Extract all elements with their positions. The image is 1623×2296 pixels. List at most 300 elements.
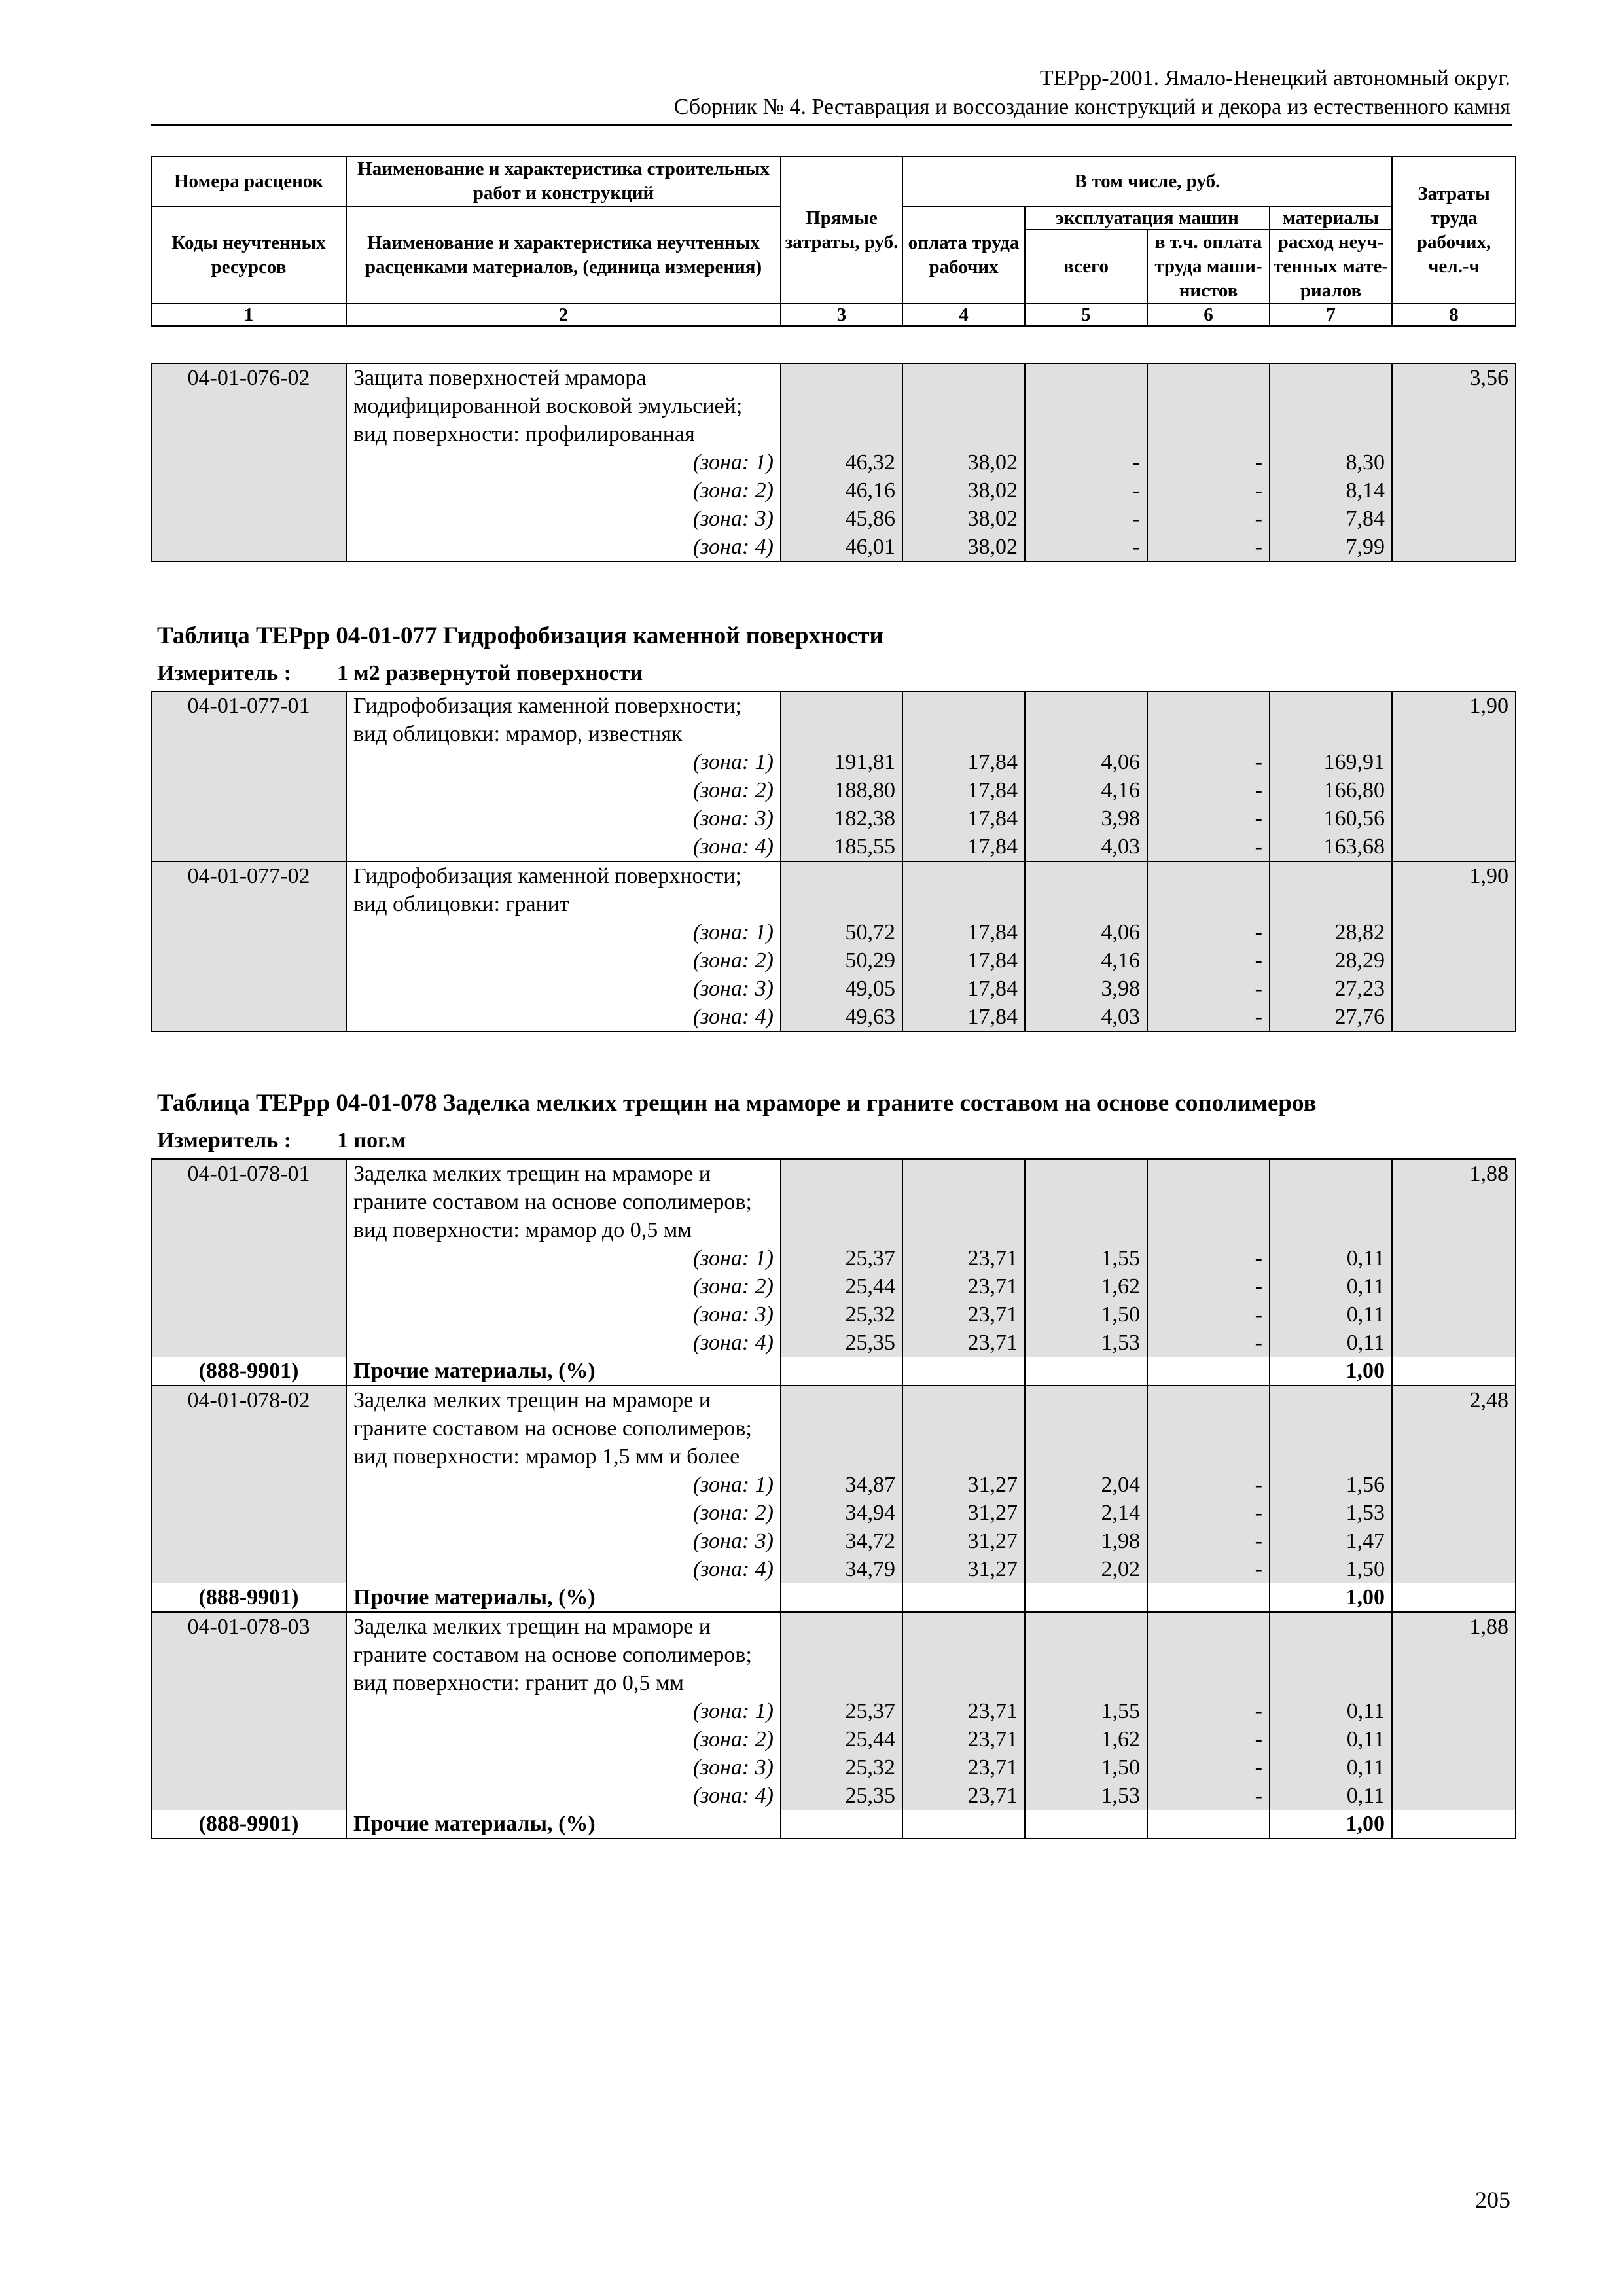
machine-costs: 3,98 (1025, 804, 1147, 833)
labor-cell (1392, 476, 1516, 505)
zone-label: (зона: 1) (346, 1697, 781, 1725)
rate-description: Заделка мелких трещин на мраморе и граните составом на основе сополимеров; вид поверхности: мрамор до 0,5 мм (346, 1159, 781, 1244)
machine-costs: 1,50 (1025, 1753, 1147, 1782)
direct-costs: 50,72 (781, 918, 902, 946)
col1-bottom-header: Коды неучтенных ресурсов (151, 206, 346, 304)
unit-value: 1 м2 развернутой поверхности (337, 661, 643, 685)
direct-costs: 182,38 (781, 804, 902, 833)
code-cell (151, 975, 346, 1003)
worker-wages: 31,27 (902, 1499, 1025, 1527)
machine-costs: 1,62 (1025, 1725, 1147, 1753)
code-cell (151, 1329, 346, 1357)
material-costs: 0,11 (1270, 1697, 1392, 1725)
machine-costs: 4,16 (1025, 946, 1147, 975)
machinist-wages: - (1147, 833, 1270, 861)
zone-label: (зона: 3) (346, 975, 781, 1003)
zone-row (151, 1329, 1516, 1357)
code-cell (151, 1527, 346, 1555)
empty-cell (1147, 1583, 1270, 1612)
labor-hours: 1,90 (1392, 861, 1516, 918)
machinist-wages: - (1147, 1300, 1270, 1329)
empty-cell (781, 1386, 902, 1471)
machinist-wages: - (1147, 748, 1270, 776)
col3-header: Прямые затраты, руб. (781, 156, 902, 304)
empty-cell (781, 1357, 902, 1386)
empty-cell (902, 1357, 1025, 1386)
col7-header: расход неуч- тенных мате- риалов (1270, 230, 1392, 304)
material-costs: 0,11 (1270, 1300, 1392, 1329)
labor-cell (1392, 946, 1516, 975)
col-number: 6 (1147, 304, 1270, 326)
labor-cell (1392, 1003, 1516, 1031)
col8-header: Затраты труда рабочих, чел.-ч (1392, 156, 1516, 304)
zone-label: (зона: 2) (346, 1272, 781, 1300)
rate-description: Защита поверхностей мрамора модифицированной восковой эмульсией; вид поверхности: профилированная (346, 363, 781, 448)
rate-description: Заделка мелких трещин на мраморе и граните составом на основе сополимеров; вид поверхности: мрамор 1,5 мм и более (346, 1386, 781, 1471)
labor-cell (1392, 1527, 1516, 1555)
direct-costs: 25,37 (781, 1697, 902, 1725)
zone-label: (зона: 1) (346, 918, 781, 946)
zone-row (151, 804, 1516, 833)
zone-label: (зона: 1) (346, 748, 781, 776)
worker-wages: 17,84 (902, 946, 1025, 975)
unit-label: Измеритель : (157, 1128, 292, 1153)
machinist-wages: - (1147, 533, 1270, 562)
direct-costs: 25,35 (781, 1329, 902, 1357)
machine-costs: - (1025, 505, 1147, 533)
machinist-wages: - (1147, 1697, 1270, 1725)
material-costs: 27,23 (1270, 975, 1392, 1003)
col-number: 5 (1025, 304, 1147, 326)
empty-cell (1270, 1386, 1392, 1471)
material-costs: 28,29 (1270, 946, 1392, 975)
worker-wages: 23,71 (902, 1300, 1025, 1329)
material-costs: 0,11 (1270, 1244, 1392, 1272)
labor-hours: 1,88 (1392, 1159, 1516, 1244)
resource-name: Прочие материалы, (%) (346, 1810, 781, 1839)
zone-row (151, 1782, 1516, 1810)
labor-cell (1392, 505, 1516, 533)
worker-wages: 23,71 (902, 1244, 1025, 1272)
code-cell (151, 1272, 346, 1300)
rate-code: 04-01-078-01 (151, 1159, 346, 1244)
empty-cell (1025, 1810, 1147, 1839)
material-costs: 8,30 (1270, 448, 1392, 476)
material-costs: 1,47 (1270, 1527, 1392, 1555)
material-costs: 0,11 (1270, 1272, 1392, 1300)
rate-description: Заделка мелких трещин на мраморе и граните составом на основе сополимеров; вид поверхности: гранит до 0,5 мм (346, 1612, 781, 1697)
machinist-wages: - (1147, 1725, 1270, 1753)
zone-label: (зона: 2) (346, 1725, 781, 1753)
unit-value: 1 пог.м (337, 1128, 406, 1153)
code-cell (151, 1003, 346, 1031)
machinist-wages: - (1147, 1527, 1270, 1555)
empty-cell (781, 1612, 902, 1697)
col-number: 2 (346, 304, 781, 326)
direct-costs: 25,44 (781, 1272, 902, 1300)
machinist-wages: - (1147, 1272, 1270, 1300)
worker-wages: 17,84 (902, 748, 1025, 776)
direct-costs: 49,63 (781, 1003, 902, 1031)
machine-costs: 2,02 (1025, 1555, 1147, 1583)
material-costs: 169,91 (1270, 748, 1392, 776)
code-cell (151, 833, 346, 861)
resource-amount: 1,00 (1270, 1810, 1392, 1839)
zone-row (151, 505, 1516, 533)
code-cell (151, 476, 346, 505)
material-costs: 7,84 (1270, 505, 1392, 533)
empty-cell (902, 363, 1025, 448)
empty-cell (1147, 691, 1270, 748)
worker-wages: 38,02 (902, 448, 1025, 476)
machinist-wages: - (1147, 448, 1270, 476)
machinist-wages: - (1147, 1782, 1270, 1810)
table-row (151, 1612, 1516, 1697)
labor-hours: 2,48 (1392, 1386, 1516, 1471)
col-number: 3 (781, 304, 902, 326)
resource-code: (888-9901) (151, 1810, 346, 1839)
machine-costs: 4,06 (1025, 748, 1147, 776)
zone-row (151, 776, 1516, 804)
code-cell (151, 1725, 346, 1753)
direct-costs: 34,79 (781, 1555, 902, 1583)
material-costs: 160,56 (1270, 804, 1392, 833)
direct-costs: 25,32 (781, 1300, 902, 1329)
empty-cell (1147, 1810, 1270, 1839)
table-row (151, 861, 1516, 918)
zone-label: (зона: 3) (346, 804, 781, 833)
zone-label: (зона: 2) (346, 1499, 781, 1527)
col2-bottom-header: Наименование и характеристика неучтенных расценками материалов, (единица измерения) (346, 206, 781, 304)
zone-label: (зона: 2) (346, 776, 781, 804)
section-076-table (151, 363, 1516, 562)
labor-cell (1392, 975, 1516, 1003)
labor-cell (1392, 1753, 1516, 1782)
zone-label: (зона: 4) (346, 1329, 781, 1357)
direct-costs: 46,16 (781, 476, 902, 505)
material-costs: 0,11 (1270, 1753, 1392, 1782)
code-cell (151, 1753, 346, 1782)
labor-cell (1392, 776, 1516, 804)
empty-cell (902, 861, 1025, 918)
empty-cell (1025, 861, 1147, 918)
material-costs: 27,76 (1270, 1003, 1392, 1031)
machinist-wages: - (1147, 804, 1270, 833)
table-078-title: Таблица ТЕРрр 04-01-078 Заделка мелких трещин на мраморе и граните составом на основе сополимеров (157, 1090, 1317, 1117)
code-cell (151, 1471, 346, 1499)
worker-wages: 38,02 (902, 533, 1025, 562)
labor-cell (1392, 918, 1516, 946)
col1-top-header: Номера расценок (151, 156, 346, 206)
table-077-title: Таблица ТЕРрр 04-01-077 Гидрофобизация каменной поверхности (157, 622, 883, 649)
col4-header: оплата труда рабочих (902, 206, 1025, 304)
material-costs: 166,80 (1270, 776, 1392, 804)
labor-cell (1392, 1697, 1516, 1725)
zone-row (151, 975, 1516, 1003)
col-number: 8 (1392, 304, 1516, 326)
labor-cell (1392, 1244, 1516, 1272)
empty-cell (902, 691, 1025, 748)
empty-cell (902, 1159, 1025, 1244)
rate-code: 04-01-078-02 (151, 1386, 346, 1471)
resource-amount: 1,00 (1270, 1357, 1392, 1386)
machinist-wages: - (1147, 918, 1270, 946)
zone-row (151, 1499, 1516, 1527)
labor-cell (1392, 748, 1516, 776)
machinist-wages: - (1147, 975, 1270, 1003)
table-078 (151, 1158, 1516, 1839)
direct-costs: 50,29 (781, 946, 902, 975)
labor-cell (1392, 1725, 1516, 1753)
direct-costs: 25,37 (781, 1244, 902, 1272)
table-header (151, 156, 1516, 327)
empty-cell (781, 691, 902, 748)
material-row (151, 1357, 1516, 1386)
material-costs: 28,82 (1270, 918, 1392, 946)
code-cell (151, 1244, 346, 1272)
empty-cell (781, 1583, 902, 1612)
worker-wages: 23,71 (902, 1329, 1025, 1357)
machine-costs: 2,04 (1025, 1471, 1147, 1499)
zone-row (151, 533, 1516, 562)
machine-costs: 1,55 (1025, 1697, 1147, 1725)
header-line-2: Сборник № 4. Реставрация и воссоздание конструкций и декора из естественного камня (673, 95, 1510, 119)
labor-cell (1392, 1300, 1516, 1329)
worker-wages: 31,27 (902, 1527, 1025, 1555)
header-rule (151, 124, 1512, 126)
zone-label: (зона: 2) (346, 946, 781, 975)
labor-hours: 3,56 (1392, 363, 1516, 448)
code-cell (151, 505, 346, 533)
zone-label: (зона: 3) (346, 1753, 781, 1782)
direct-costs: 46,01 (781, 533, 902, 562)
worker-wages: 17,84 (902, 975, 1025, 1003)
col-number: 4 (902, 304, 1025, 326)
resource-name: Прочие материалы, (%) (346, 1583, 781, 1612)
machinist-wages: - (1147, 1003, 1270, 1031)
empty-cell (1270, 363, 1392, 448)
machinist-wages: - (1147, 1329, 1270, 1357)
worker-wages: 23,71 (902, 1272, 1025, 1300)
machinist-wages: - (1147, 1244, 1270, 1272)
table-077 (151, 691, 1516, 1032)
zone-row (151, 833, 1516, 861)
zone-label: (зона: 2) (346, 476, 781, 505)
table-078-unit (157, 1128, 406, 1153)
zone-row (151, 1244, 1516, 1272)
code-cell (151, 804, 346, 833)
direct-costs: 25,35 (781, 1782, 902, 1810)
code-cell (151, 776, 346, 804)
table-row (151, 1159, 1516, 1244)
table-row (151, 1386, 1516, 1471)
machine-costs: - (1025, 476, 1147, 505)
header-line-1: ТЕРрр-2001. Ямало-Ненецкий автономный округ. (1039, 66, 1510, 90)
col6-header: в т.ч. оплата труда маши- нистов (1147, 230, 1270, 304)
empty-cell (1392, 1357, 1516, 1386)
zone-label: (зона: 1) (346, 448, 781, 476)
empty-cell (902, 1583, 1025, 1612)
labor-cell (1392, 1499, 1516, 1527)
labor-cell (1392, 1555, 1516, 1583)
zone-row (151, 748, 1516, 776)
machinist-wages: - (1147, 946, 1270, 975)
empty-cell (781, 1159, 902, 1244)
machinist-wages: - (1147, 1753, 1270, 1782)
machine-costs: 1,50 (1025, 1300, 1147, 1329)
incl-header: В том числе, руб. (902, 156, 1392, 206)
worker-wages: 31,27 (902, 1555, 1025, 1583)
rate-code: 04-01-077-01 (151, 691, 346, 748)
empty-cell (1392, 1810, 1516, 1839)
rate-description: Гидрофобизация каменной поверхности; вид облицовки: гранит (346, 861, 781, 918)
material-costs: 1,50 (1270, 1555, 1392, 1583)
material-costs: 8,14 (1270, 476, 1392, 505)
direct-costs: 185,55 (781, 833, 902, 861)
worker-wages: 17,84 (902, 804, 1025, 833)
material-costs: 1,56 (1270, 1471, 1392, 1499)
col-number: 7 (1270, 304, 1392, 326)
table-077-unit (157, 661, 643, 686)
machinist-wages: - (1147, 1471, 1270, 1499)
zone-row (151, 1003, 1516, 1031)
table-row (151, 363, 1516, 448)
worker-wages: 23,71 (902, 1753, 1025, 1782)
worker-wages: 38,02 (902, 476, 1025, 505)
zone-label: (зона: 1) (346, 1244, 781, 1272)
code-cell (151, 448, 346, 476)
material-row (151, 1583, 1516, 1612)
empty-cell (902, 1810, 1025, 1839)
col2-top-header: Наименование и характеристика строительных работ и конструкций (346, 156, 781, 206)
machinist-wages: - (1147, 476, 1270, 505)
empty-cell (1025, 1612, 1147, 1697)
worker-wages: 17,84 (902, 918, 1025, 946)
labor-cell (1392, 804, 1516, 833)
direct-costs: 191,81 (781, 748, 902, 776)
empty-cell (1147, 1357, 1270, 1386)
code-cell (151, 918, 346, 946)
worker-wages: 17,84 (902, 1003, 1025, 1031)
zone-label: (зона: 4) (346, 1782, 781, 1810)
empty-cell (1025, 363, 1147, 448)
page-number: 205 (1475, 2187, 1510, 2213)
machine-costs: 4,16 (1025, 776, 1147, 804)
labor-cell (1392, 1471, 1516, 1499)
worker-wages: 17,84 (902, 833, 1025, 861)
empty-cell (781, 363, 902, 448)
worker-wages: 17,84 (902, 776, 1025, 804)
empty-cell (1025, 1357, 1147, 1386)
resource-code: (888-9901) (151, 1357, 346, 1386)
machine-costs: 1,53 (1025, 1329, 1147, 1357)
rate-code: 04-01-078-03 (151, 1612, 346, 1697)
empty-cell (1392, 1583, 1516, 1612)
col5-header: всего (1025, 230, 1147, 304)
resource-name: Прочие материалы, (%) (346, 1357, 781, 1386)
machine-costs: - (1025, 533, 1147, 562)
code-cell (151, 1300, 346, 1329)
resource-code: (888-9901) (151, 1583, 346, 1612)
material-costs: 0,11 (1270, 1782, 1392, 1810)
zone-row (151, 448, 1516, 476)
empty-cell (1270, 1159, 1392, 1244)
zone-row (151, 1471, 1516, 1499)
rate-code: 04-01-076-02 (151, 363, 346, 448)
machine-costs: 4,06 (1025, 918, 1147, 946)
code-cell (151, 1782, 346, 1810)
direct-costs: 49,05 (781, 975, 902, 1003)
machinist-wages: - (1147, 505, 1270, 533)
empty-cell (1147, 861, 1270, 918)
material-row (151, 1810, 1516, 1839)
rate-code: 04-01-077-02 (151, 861, 346, 918)
material-costs: 0,11 (1270, 1725, 1392, 1753)
empty-cell (1270, 861, 1392, 918)
code-cell (151, 748, 346, 776)
empty-cell (781, 861, 902, 918)
machine-costs: 1,62 (1025, 1272, 1147, 1300)
direct-costs: 46,32 (781, 448, 902, 476)
empty-cell (1147, 363, 1270, 448)
direct-costs: 34,94 (781, 1499, 902, 1527)
labor-cell (1392, 833, 1516, 861)
zone-label: (зона: 4) (346, 833, 781, 861)
direct-costs: 34,87 (781, 1471, 902, 1499)
labor-cell (1392, 1782, 1516, 1810)
empty-cell (902, 1612, 1025, 1697)
machinist-wages: - (1147, 1499, 1270, 1527)
zone-label: (зона: 3) (346, 1300, 781, 1329)
machine-costs: 3,98 (1025, 975, 1147, 1003)
labor-cell (1392, 1329, 1516, 1357)
empty-cell (1270, 691, 1392, 748)
rate-description: Гидрофобизация каменной поверхности; вид облицовки: мрамор, известняк (346, 691, 781, 748)
worker-wages: 23,71 (902, 1697, 1025, 1725)
labor-cell (1392, 533, 1516, 562)
code-cell (151, 1697, 346, 1725)
table-row (151, 691, 1516, 748)
worker-wages: 23,71 (902, 1782, 1025, 1810)
code-cell (151, 533, 346, 562)
labor-hours: 1,90 (1392, 691, 1516, 748)
resource-amount: 1,00 (1270, 1583, 1392, 1612)
zone-row (151, 1300, 1516, 1329)
machine-costs: 1,53 (1025, 1782, 1147, 1810)
direct-costs: 25,32 (781, 1753, 902, 1782)
zone-row (151, 1697, 1516, 1725)
machine-costs: 1,98 (1025, 1527, 1147, 1555)
empty-cell (781, 1810, 902, 1839)
empty-cell (1147, 1386, 1270, 1471)
empty-cell (1270, 1612, 1392, 1697)
direct-costs: 188,80 (781, 776, 902, 804)
labor-cell (1392, 1272, 1516, 1300)
worker-wages: 23,71 (902, 1725, 1025, 1753)
machinist-wages: - (1147, 1555, 1270, 1583)
zone-label: (зона: 4) (346, 533, 781, 562)
empty-cell (1025, 1583, 1147, 1612)
code-cell (151, 946, 346, 975)
labor-hours: 1,88 (1392, 1612, 1516, 1697)
zone-label: (зона: 4) (346, 1003, 781, 1031)
zone-label: (зона: 1) (346, 1471, 781, 1499)
machine-costs: - (1025, 448, 1147, 476)
machine-costs: 1,55 (1025, 1244, 1147, 1272)
material-costs: 1,53 (1270, 1499, 1392, 1527)
zone-row (151, 476, 1516, 505)
zone-label: (зона: 3) (346, 1527, 781, 1555)
